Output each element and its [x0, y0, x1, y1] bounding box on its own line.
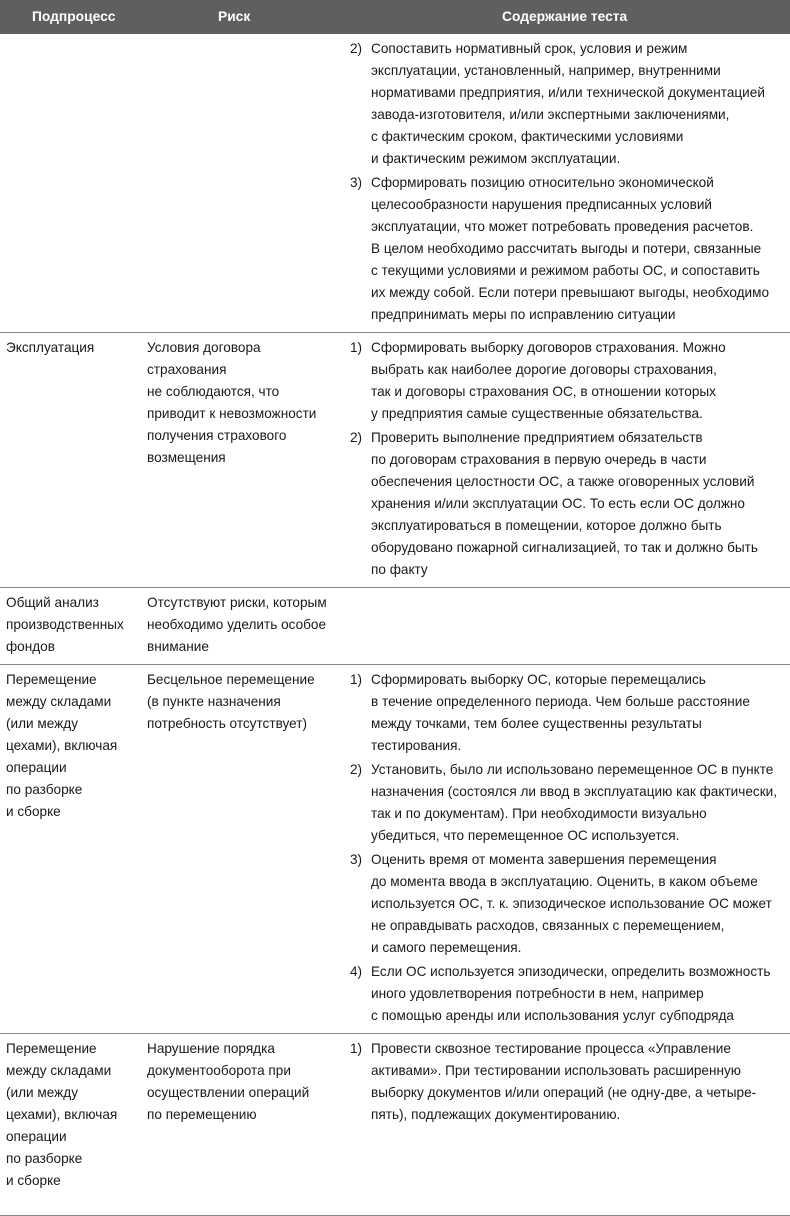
test-step-text: Если ОС используется эпизодически, определить возможность иного удовлетворения потребности в нем, например с помощью аренды или использования услуг субподряда [371, 964, 771, 1023]
risk-text: Отсутствуют риски, которым необходимо уделить особое внимание [147, 595, 327, 654]
test-step-number: 3) [350, 175, 363, 190]
test-step-text: Установить, было ли использовано перемещенное ОС в пункте назначения (состоялся ли ввод в эксплуатацию как фактически, так и по документам). При необходимости визуально убедиться, что перемещенное ОС используется. [371, 762, 778, 843]
table-row [0, 1034, 790, 1216]
test-step-text: Сопоставить нормативный срок, условия и режим эксплуатации, установленный, например, внутренними нормативами предприятия, и/или технической документацией завода-изготовителя, и/или экспертными заключениями, с фактическим сроком, фактическими условиями и фактическим режимом эксплуатации. [371, 41, 765, 166]
risk-cell [139, 588, 342, 665]
table-header-row [0, 0, 790, 34]
test-content-cell [342, 333, 790, 588]
test-content-cell [342, 1034, 790, 1216]
header-risk: Риск [139, 0, 342, 34]
risk-cell [139, 34, 342, 333]
subprocess-cell [0, 1034, 139, 1216]
test-step-text: Сформировать выборку договоров страхования. Можно выбрать как наиболее дорогие договоры страхования, так и договоры страхования ОС, в отношении которых у предприятия самые существенные обязательства. [371, 340, 726, 421]
test-step-text: Сформировать позицию относительно экономической целесообразности нарушения предписанных условий эксплуатации, что может потребовать проведения расчетов. В целом необходимо рассчитать выгоды и потери, связанные с текущими условиями и режимом работы ОС, и сопоставить их между собой. Если потери превышают выгоды, необходимо предпринимать меры по исправлению ситуации [371, 175, 770, 322]
test-step-number: 1) [350, 340, 363, 355]
test-content-cell [342, 588, 790, 665]
subprocess-text: Общий анализ производственных фондов [6, 595, 124, 654]
risk-text: Условия договора страхования не соблюдаются, что приводит к невозможности получения страхового возмещения [147, 340, 317, 465]
test-step [350, 38, 782, 170]
test-step-number: 4) [350, 964, 363, 979]
test-step-number: 1) [350, 1041, 363, 1056]
table-row [0, 588, 790, 665]
subprocess-cell [0, 665, 139, 1034]
test-content-cell [342, 665, 790, 1034]
test-content-cell [342, 34, 790, 333]
subprocess-cell [0, 588, 139, 665]
risk-cell [139, 333, 342, 588]
subprocess-cell [0, 333, 139, 588]
test-step-text: Провести сквозное тестирование процесса «Управление активами». При тестировании использовать расширенную выборку документов и/или операций (не одну-две, а четыре- пять), подлежащих документированию. [371, 1041, 757, 1122]
risk-text: Нарушение порядка документооборота при осуществлении операций по перемещению [147, 1041, 310, 1122]
test-step-number: 1) [350, 672, 363, 687]
test-step [350, 172, 782, 326]
test-step-text: Проверить выполнение предприятием обязательств по договорам страхования в первую очередь в части обеспечения целостности ОС, а также оговоренных условий хранения и/или эксплуатации ОС. То есть если ОС должно эксплуатироваться в помещении, которое должно быть оборудовано пожарной сигнализацией, то так и должно быть по факту [371, 430, 758, 577]
risk-cell [139, 1034, 342, 1216]
test-step [350, 961, 782, 1027]
test-step [350, 849, 782, 959]
table-row [0, 34, 790, 333]
test-step [350, 759, 782, 847]
header-subprocess: Подпроцесс [0, 0, 139, 34]
test-step [350, 337, 782, 425]
test-step [350, 427, 782, 581]
table-row [0, 333, 790, 588]
risk-cell [139, 665, 342, 1034]
risk-text: Бесцельное перемещение (в пункте назначения потребность отсутствует) [147, 672, 315, 731]
test-step-text: Оценить время от момента завершения перемещения до момента ввода в эксплуатацию. Оценить, в каком объеме используется ОС, т. к. эпизодическое использование ОС может не оправдывать расходов, связанных с перемещением, и самого перемещения. [371, 852, 772, 955]
test-step [350, 1038, 782, 1126]
test-step-number: 2) [350, 762, 363, 777]
subprocess-cell [0, 34, 139, 333]
header-test-content: Содержание теста [342, 0, 790, 34]
test-step [350, 669, 782, 757]
subprocess-text: Перемещение между складами (или между цехами), включая операции по разборке и сборке [6, 672, 118, 819]
test-step-number: 3) [350, 852, 363, 867]
subprocess-text: Перемещение между складами (или между цехами), включая операции по разборке и сборке [6, 1041, 118, 1188]
table-row [0, 665, 790, 1034]
test-step-text: Сформировать выборку ОС, которые перемещались в течение определенного периода. Чем больше расстояние между точками, тем более существенны результаты тестирования. [371, 672, 750, 753]
subprocess-text: Эксплуатация [6, 340, 95, 355]
test-step-number: 2) [350, 41, 363, 56]
test-step-number: 2) [350, 430, 363, 445]
